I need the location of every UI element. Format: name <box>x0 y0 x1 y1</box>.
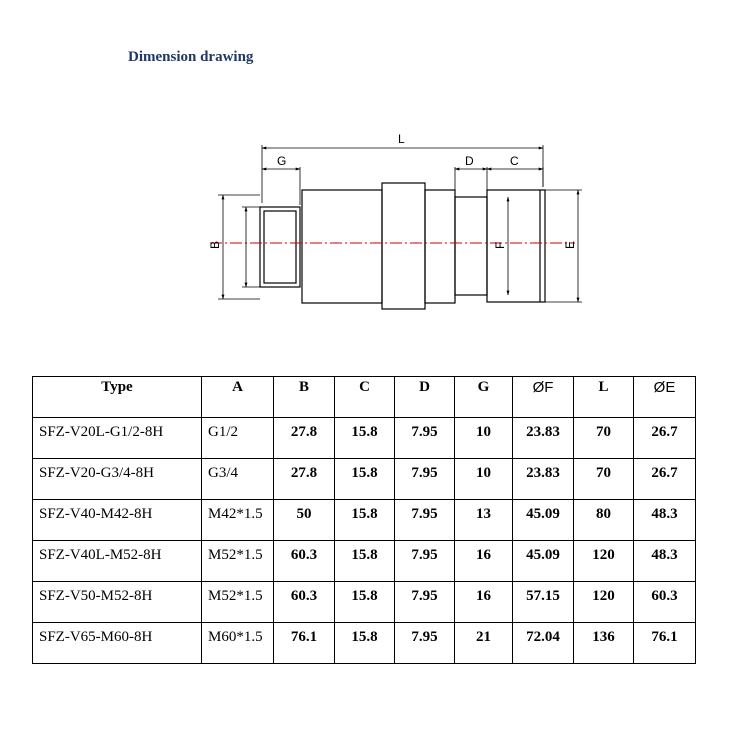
dimension-drawing <box>190 125 590 315</box>
cell-e: 26.7 <box>634 418 696 459</box>
cell-d: 7.95 <box>395 418 455 459</box>
cell-l: 70 <box>574 459 634 500</box>
cell-a: M60*1.5 <box>202 623 274 664</box>
cell-d: 7.95 <box>395 582 455 623</box>
header-type: Type <box>33 377 202 418</box>
cell-d: 7.95 <box>395 541 455 582</box>
label-B: B <box>208 240 222 249</box>
cell-a: M52*1.5 <box>202 541 274 582</box>
table-row <box>33 541 696 582</box>
cell-l: 70 <box>574 418 634 459</box>
cell-l: 136 <box>574 623 634 664</box>
cell-l: 120 <box>574 582 634 623</box>
cell-b: 27.8 <box>274 418 335 459</box>
cell-g: 10 <box>455 459 513 500</box>
cell-c: 15.8 <box>335 582 395 623</box>
cell-a: M42*1.5 <box>202 500 274 541</box>
cell-c: 15.8 <box>335 500 395 541</box>
table-row <box>33 500 696 541</box>
cell-f: 72.04 <box>513 623 574 664</box>
cell-g: 16 <box>455 541 513 582</box>
header-a: A <box>202 377 274 418</box>
cell-type: SFZ-V40-M42-8H <box>33 500 202 541</box>
cell-f: 45.09 <box>513 541 574 582</box>
cell-e: 26.7 <box>634 459 696 500</box>
label-C: C <box>510 154 519 168</box>
cell-f: 23.83 <box>513 459 574 500</box>
header-l: L <box>574 377 634 418</box>
neck <box>455 197 487 295</box>
cell-d: 7.95 <box>395 500 455 541</box>
table-header-row <box>33 377 696 418</box>
cell-a: G1/2 <box>202 418 274 459</box>
header-f: ØF <box>513 377 574 418</box>
header-g: G <box>455 377 513 418</box>
cell-f: 57.15 <box>513 582 574 623</box>
cell-c: 15.8 <box>335 623 395 664</box>
cell-b: 60.3 <box>274 541 335 582</box>
cell-c: 15.8 <box>335 459 395 500</box>
cell-a: G3/4 <box>202 459 274 500</box>
cell-a: M52*1.5 <box>202 582 274 623</box>
cell-type: SFZ-V40L-M52-8H <box>33 541 202 582</box>
cell-d: 7.95 <box>395 459 455 500</box>
label-G: G <box>277 154 287 168</box>
cell-e: 48.3 <box>634 500 696 541</box>
cell-b: 76.1 <box>274 623 335 664</box>
cell-type: SFZ-V50-M52-8H <box>33 582 202 623</box>
cell-g: 10 <box>455 418 513 459</box>
header-c: C <box>335 377 395 418</box>
cell-d: 7.95 <box>395 623 455 664</box>
cell-type: SFZ-V20-G3/4-8H <box>33 459 202 500</box>
table-row <box>33 459 696 500</box>
cell-l: 80 <box>574 500 634 541</box>
cell-g: 16 <box>455 582 513 623</box>
label-L: L <box>398 132 405 146</box>
table-row <box>33 418 696 459</box>
cell-b: 60.3 <box>274 582 335 623</box>
label-E: E <box>563 240 577 249</box>
cell-type: SFZ-V65-M60-8H <box>33 623 202 664</box>
cell-c: 15.8 <box>335 541 395 582</box>
cell-b: 50 <box>274 500 335 541</box>
thread-inner <box>264 211 296 283</box>
header-b: B <box>274 377 335 418</box>
cell-g: 21 <box>455 623 513 664</box>
cell-c: 15.8 <box>335 418 395 459</box>
label-F: F <box>493 241 507 249</box>
cell-type: SFZ-V20L-G1/2-8H <box>33 418 202 459</box>
threaded-end <box>260 207 300 287</box>
header-e: ØE <box>634 377 696 418</box>
cell-l: 120 <box>574 541 634 582</box>
table-row <box>33 623 696 664</box>
page-title: Dimension drawing <box>128 49 254 65</box>
main-body <box>302 190 382 303</box>
body-right <box>425 190 455 303</box>
cell-f: 23.83 <box>513 418 574 459</box>
cell-b: 27.8 <box>274 459 335 500</box>
header-d: D <box>395 377 455 418</box>
cell-e: 48.3 <box>634 541 696 582</box>
table-row <box>33 582 696 623</box>
specification-table <box>32 376 696 664</box>
cell-e: 76.1 <box>634 623 696 664</box>
cell-e: 60.3 <box>634 582 696 623</box>
hex-nut <box>382 183 425 309</box>
cell-f: 45.09 <box>513 500 574 541</box>
cell-g: 13 <box>455 500 513 541</box>
label-D: D <box>465 154 474 168</box>
